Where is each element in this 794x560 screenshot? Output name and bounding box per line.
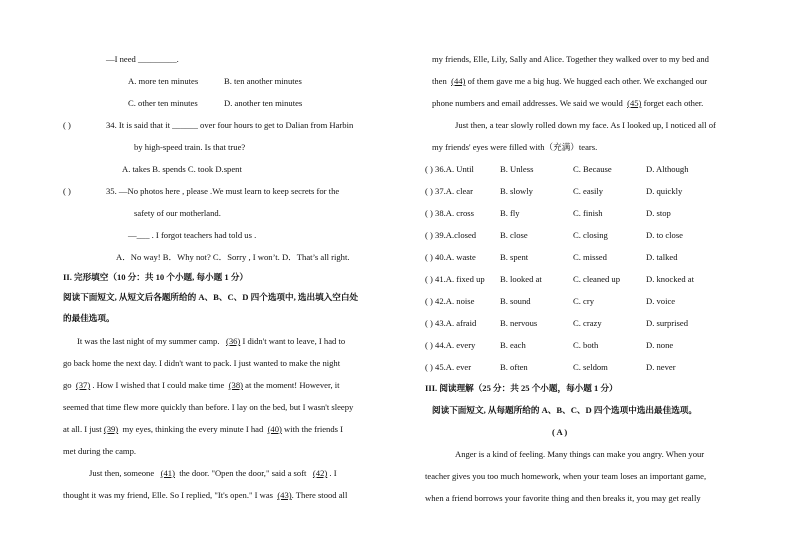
passage-line: Anger is a kind of feeling. Many things can make you angry. When your — [455, 449, 705, 459]
section-2-title: II. 完形填空（10 分：共 10 个小题, 每小题 1 分） — [63, 272, 249, 282]
q33-option-d: D. another ten minutes — [224, 98, 303, 108]
choice-number[interactable]: ( ) 44.A. every — [425, 340, 476, 350]
choice-number[interactable]: ( ) 43.A. afraid — [425, 318, 477, 328]
q34-text: 34. It is said that it ______ over four hours to get to Dalian from Harbin — [106, 120, 354, 130]
choice-b: B. close — [500, 230, 528, 240]
choice-d: D. never — [646, 362, 676, 372]
choice-b: B. spent — [500, 252, 529, 262]
passage-line: go (37) . How I wished that I could make time (38) at the moment! However, it — [63, 380, 340, 390]
choice-c: C. cleaned up — [573, 274, 621, 284]
q35-options: A．No way! B．Why not? C．Sorry , I won’t. D．That’s all right. — [116, 252, 350, 262]
choice-c: C. seldom — [573, 362, 608, 372]
choice-c: C. finish — [573, 208, 603, 218]
choice-c: C. closing — [573, 230, 608, 240]
choice-number[interactable]: ( ) 39.A.closed — [425, 230, 477, 240]
choice-number[interactable]: ( ) 42.A. noise — [425, 296, 475, 306]
choice-d: D. Although — [646, 164, 689, 174]
choice-c: C. cry — [573, 296, 595, 306]
blank-37[interactable]: (37) — [75, 380, 91, 390]
q34-paren: ( ) — [63, 120, 71, 130]
choice-number[interactable]: ( ) 40.A. waste — [425, 252, 476, 262]
passage-line: phone numbers and email addresses. We said we would (45) forget each other. — [432, 98, 704, 108]
passage-line: my friends, Elle, Lily, Sally and Alice. Together they walked over to my bed and — [432, 54, 709, 64]
choice-d: D. quickly — [646, 186, 683, 196]
choice-c: C. both — [573, 340, 599, 350]
choice-c: C. Because — [573, 164, 612, 174]
blank-45[interactable]: (45) — [627, 98, 642, 108]
passage-line: seemed that time flew more quickly than before. I lay on the bed, but I wasn't sleepy — [63, 402, 354, 412]
choice-b: B. looked at — [500, 274, 542, 284]
passage-line: thought it was my friend, Elle. So I replied, "It's open." I was (43). There stood all — [63, 490, 348, 500]
choice-b: B. often — [500, 362, 528, 372]
q35-text: 35. —No photos here , please .We must learn to keep secrets for the — [106, 186, 340, 196]
choice-number[interactable]: ( ) 36.A. Until — [425, 164, 474, 174]
section-2-instruction-cont: 的最佳选项。 — [63, 313, 115, 323]
q33-option-c: C. other ten minutes — [128, 98, 198, 108]
blank-41[interactable]: (41) — [160, 468, 175, 478]
section-2-instruction: 阅读下面短文, 从短文后各题所给的 A、B、C、D 四个选项中, 选出填入空白处 — [63, 292, 359, 302]
choice-number[interactable]: ( ) 37.A. clear — [425, 186, 473, 196]
section-3-instruction: 阅读下面短文, 从每题所给的 A、B、C、D 四个选项中选出最佳选项。 — [432, 405, 697, 415]
q34-text-cont: by high-speed train. Is that true? — [134, 142, 246, 152]
passage-line: at all. I just (39) my eyes, thinking the every minute I had (40) with the friends I — [63, 424, 343, 434]
q33-stem: —I need _________. — [106, 54, 179, 64]
choice-number[interactable]: ( ) 41.A. fixed up — [425, 274, 485, 284]
choice-number[interactable]: ( ) 38.A. cross — [425, 208, 474, 218]
q35-text-cont: safety of our motherland. — [134, 208, 221, 218]
choice-b: B. nervous — [500, 318, 538, 328]
blank-43[interactable]: (43) — [277, 490, 292, 500]
passage-line: go back home the next day. I didn't want to pack. I just wanted to make the night — [63, 358, 341, 368]
blank-44[interactable]: (44) — [451, 76, 466, 86]
q34-options: A. takes B. spends C. took D.spent — [122, 164, 242, 174]
choice-b: B. sound — [500, 296, 531, 306]
passage-line: Just then, a tear slowly rolled down my face. As I looked up, I noticed all of — [455, 120, 716, 130]
choice-c: C. easily — [573, 186, 604, 196]
passage-line: It was the last night of my summer camp. (36) I didn't want to leave, I had to — [77, 336, 346, 346]
passage-label: ( A ) — [552, 427, 568, 437]
section-3-title: III. 阅读理解（25 分：共 25 个小题，每小题 1 分） — [425, 383, 618, 393]
passage-line: Just then, someone (41) the door. "Open the door," said a soft (42) . I — [89, 468, 337, 478]
choice-d: D. stop — [646, 208, 671, 218]
choice-c: C. crazy — [573, 318, 602, 328]
blank-42[interactable]: (42) — [312, 468, 328, 478]
choice-number[interactable]: ( ) 45.A. ever — [425, 362, 472, 372]
blank-40[interactable]: (40) — [267, 424, 282, 434]
choice-b: B. each — [500, 340, 526, 350]
choice-b: B. Unless — [500, 164, 534, 174]
passage-line: teacher gives you too much homework, when your team loses an important game, — [425, 471, 707, 481]
choice-d: D. to close — [646, 230, 683, 240]
q35-text-reply: —___ . I forgot teachers had told us . — [128, 230, 257, 240]
choice-d: D. voice — [646, 296, 676, 306]
q33-option-b: B. ten another minutes — [224, 76, 302, 86]
blank-39[interactable]: (39) — [103, 424, 119, 434]
choice-b: B. slowly — [500, 186, 533, 196]
choice-d: D. surprised — [646, 318, 689, 328]
blank-36[interactable]: (36) — [225, 336, 241, 346]
choice-d: D. talked — [646, 252, 678, 262]
blank-38[interactable]: (38) — [228, 380, 243, 390]
choice-c: C. missed — [573, 252, 607, 262]
passage-line: then (44) of them gave me a big hug. We hugged each other. We exchanged our — [432, 76, 708, 86]
passage-line: when a friend borrows your favorite thing and then breaks it, you may get really — [425, 493, 701, 503]
q33-option-a: A. more ten minutes — [128, 76, 199, 86]
choice-b: B. fly — [500, 208, 520, 218]
choice-d: D. none — [646, 340, 674, 350]
passage-line: met during the camp. — [63, 446, 137, 456]
q35-paren: ( ) — [63, 186, 71, 196]
passage-line: my friends' eyes were filled with（充满）tears. — [432, 142, 598, 152]
choice-d: D. knocked at — [646, 274, 694, 284]
